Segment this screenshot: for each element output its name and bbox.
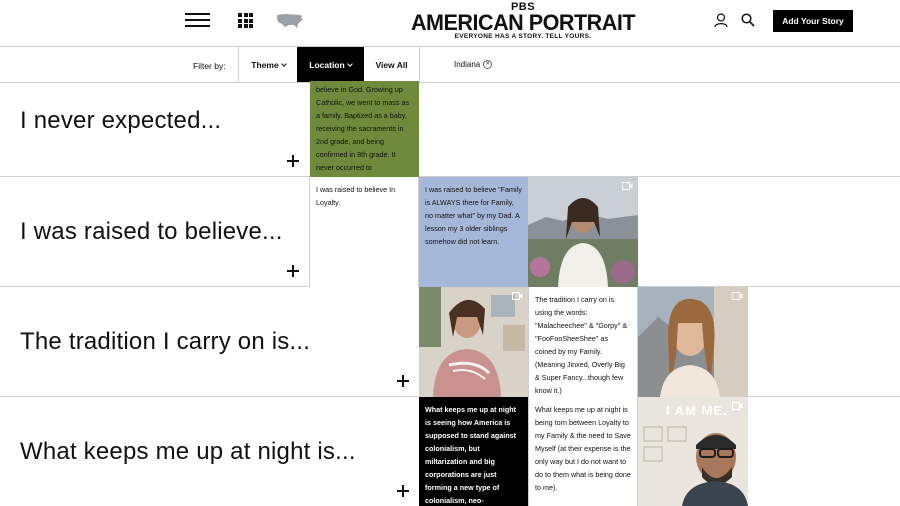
us-map-icon[interactable] — [276, 12, 304, 29]
tab-view-all-label: View All — [375, 60, 408, 70]
story-card[interactable] — [419, 177, 528, 287]
logo-pbs: PBS — [510, 1, 536, 13]
add-response-button[interactable] — [287, 155, 299, 167]
story-card[interactable] — [528, 397, 638, 506]
logo-tagline: EVERYONE HAS A STORY. TELL YOURS. — [454, 33, 592, 40]
chevron-down-icon — [281, 61, 287, 67]
prompt-title: The tradition I carry on is... — [20, 328, 311, 355]
tab-location[interactable] — [297, 47, 364, 82]
add-your-story-button[interactable]: Add Your Story — [773, 10, 853, 32]
prompt-title: I never expected... — [20, 107, 222, 134]
story-card[interactable] — [528, 287, 638, 397]
add-response-button[interactable] — [397, 375, 409, 387]
search-icon[interactable] — [741, 13, 755, 27]
story-text: What keeps me up at night is seeing how America is supposed to stand against colonialism, but miltarization and big corporations are just forming a new type of colonialism, neo- — [425, 405, 517, 505]
chip-label: Indiana — [454, 60, 481, 69]
tab-view-all[interactable] — [364, 47, 420, 82]
video-story-card[interactable] — [419, 287, 528, 397]
filter-label: Filter by: — [193, 61, 226, 71]
american-portrait-logo[interactable] — [398, 2, 648, 41]
video-thumbnail — [528, 177, 638, 287]
location-filter-chip — [454, 60, 492, 69]
logo-title: AMERICAN PORTRAIT — [410, 10, 636, 35]
video-story-card[interactable] — [638, 397, 748, 506]
prompt-row — [0, 177, 900, 287]
prompt-row — [0, 83, 900, 177]
prompt-title: I was raised to believe... — [20, 218, 283, 245]
user-icon[interactable] — [714, 13, 728, 28]
site-header — [0, 0, 900, 47]
camera-icon — [732, 402, 743, 410]
story-text: I was raised to believe "Family is ALWAYS there for Family, no matter what" by my Dad. A lesson my 3 older siblings somehow did not learn. — [425, 185, 522, 246]
video-thumbnail — [419, 287, 528, 397]
close-icon[interactable]: ✕ — [485, 61, 491, 68]
story-card[interactable] — [309, 177, 419, 287]
video-story-card[interactable] — [638, 287, 748, 397]
video-thumbnail — [638, 287, 748, 397]
grid-icon[interactable] — [238, 13, 253, 28]
video-overlay-text: I AM ME. — [666, 403, 728, 418]
story-text: I was raised to believe In Loyalty. — [316, 185, 396, 207]
prompt-row — [0, 397, 900, 506]
tab-theme-label: Theme — [251, 60, 279, 70]
tab-location-label: Location — [309, 60, 345, 70]
add-response-button[interactable] — [397, 485, 409, 497]
add-response-button[interactable] — [287, 265, 299, 277]
story-text: What keeps me up at night is being torn between Loyalty to my Family & the need to Save Myself (at their expense is the only way but I do not want to do to them what is being done to me). — [535, 405, 631, 492]
story-card[interactable] — [419, 397, 528, 506]
chevron-down-icon — [347, 61, 353, 67]
video-story-card[interactable] — [528, 177, 638, 287]
camera-icon — [732, 292, 743, 300]
camera-icon — [512, 292, 523, 300]
filter-bar — [0, 47, 900, 83]
camera-icon — [622, 182, 633, 190]
menu-icon[interactable] — [185, 13, 210, 28]
story-card[interactable] — [310, 81, 419, 177]
prompt-row — [0, 287, 900, 397]
tab-theme[interactable] — [238, 47, 298, 82]
story-text: The tradition I carry on is using the words: "Malacheechee" & "Gorpy" & "FooFooSheeShee" as coined by my Family. (Meaning Jinxed, Overly Big & Super Fancy...though few know it.) — [535, 295, 628, 395]
prompt-title: What keeps me up at night is... — [20, 438, 356, 465]
story-text: believe in God. Growing up Catholic, we went to mass as a family. Baptized as a baby, receiving the sacraments in 2nd grade, and being confirmed in 8th grade. It never occurred to — [316, 85, 410, 172]
